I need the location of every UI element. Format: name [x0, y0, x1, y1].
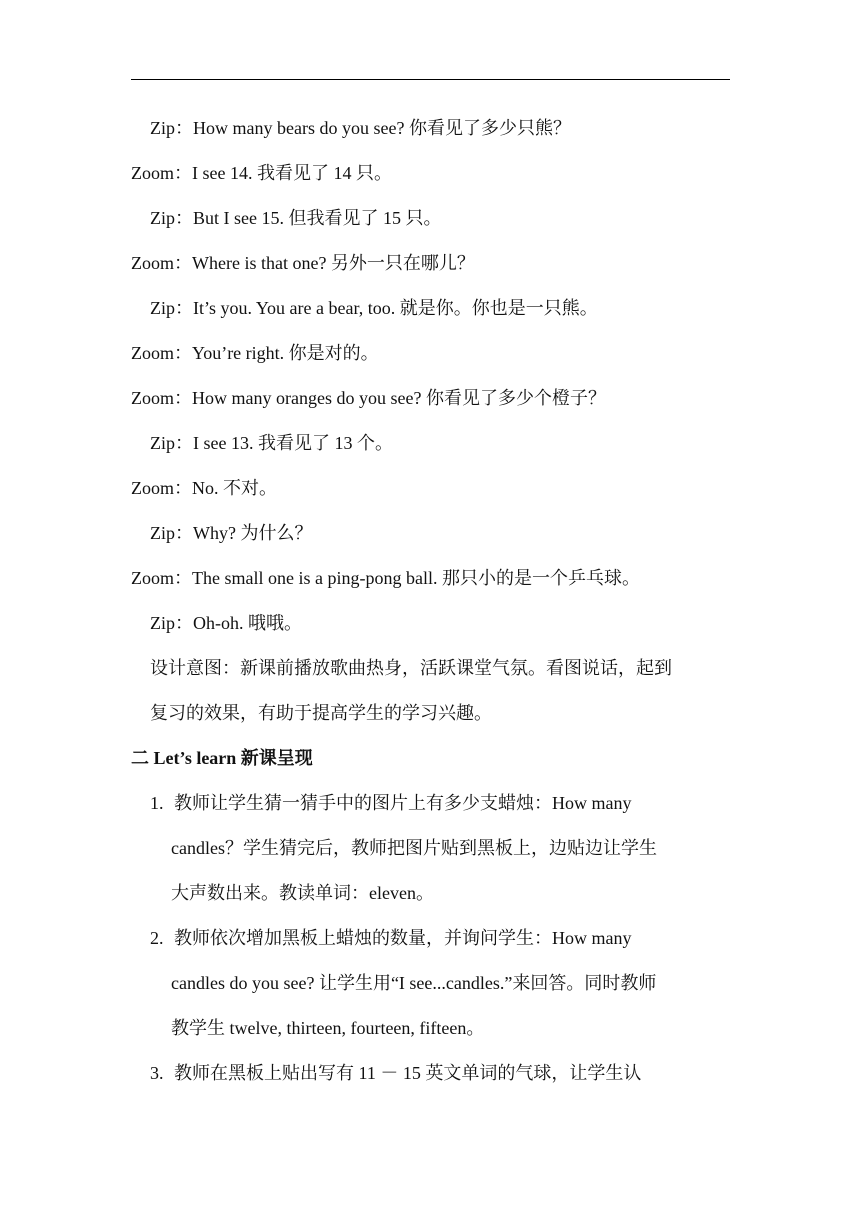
speaker-label: Zoom： — [131, 163, 192, 183]
design-intent-line: 设计意图：新课前播放歌曲热身，活跃课堂气氛。看图说话，起到 — [150, 658, 672, 678]
dialogue-text: No. 不对。 — [192, 478, 277, 498]
dialogue-text: The small one is a ping-pong ball. 那只小的是一个乒乓球。 — [192, 568, 640, 588]
dialogue-line — [150, 206, 441, 230]
speaker-label: Zoom： — [131, 568, 192, 588]
speaker-label: Zip： — [150, 613, 193, 633]
dialogue-line — [131, 161, 392, 185]
dialogue-text: But I see 15. 但我看见了 15 只。 — [193, 208, 442, 228]
speaker-label: Zoom： — [131, 253, 192, 273]
dialogue-text: I see 13. 我看见了 13 个。 — [193, 433, 393, 453]
step-line: candles？学生猜完后，教师把图片贴到黑板上，边贴边让学生 — [171, 838, 657, 858]
step-text: 教师依次增加黑板上蜡烛的数量，并询问学生：How many — [174, 928, 632, 948]
step-line: candles do you see? 让学生用“I see...candles.”来回答。同时教师 — [171, 973, 657, 993]
dialogue-line — [150, 611, 302, 635]
section-heading: 二 Let’s learn 新课呈现 — [131, 748, 313, 768]
dialogue-line — [150, 431, 393, 455]
dialogue-line — [131, 251, 475, 275]
step-text: 教师让学生猜一猜手中的图片上有多少支蜡烛：How many — [174, 793, 632, 813]
step-number: 3. — [150, 1063, 164, 1083]
speaker-label: Zoom： — [131, 343, 192, 363]
speaker-label: Zoom： — [131, 478, 192, 498]
step-line: 教学生 twelve, thirteen, fourteen, fifteen。 — [171, 1018, 485, 1038]
dialogue-line — [131, 476, 277, 500]
dialogue-text: Where is that one? 另外一只在哪儿？ — [192, 253, 475, 273]
dialogue-line — [150, 521, 312, 545]
dialogue-line — [131, 566, 640, 590]
dialogue-text: Why? 为什么？ — [193, 523, 313, 543]
step-number: 2. — [150, 928, 164, 948]
dialogue-line — [150, 116, 571, 140]
dialogue-line — [131, 386, 606, 410]
dialogue-text: How many bears do you see? 你看见了多少只熊？ — [193, 118, 571, 138]
speaker-label: Zip： — [150, 433, 193, 453]
speaker-label: Zoom： — [131, 388, 192, 408]
header-rule — [131, 79, 730, 80]
step-line — [150, 926, 632, 950]
design-intent-line: 复习的效果，有助于提高学生的学习兴趣。 — [150, 703, 492, 723]
dialogue-line — [150, 296, 598, 320]
speaker-label: Zip： — [150, 523, 193, 543]
speaker-label: Zip： — [150, 208, 193, 228]
step-line — [150, 791, 632, 815]
dialogue-text: You’re right. 你是对的。 — [192, 343, 379, 363]
step-line: 大声数出来。教读单词：eleven。 — [171, 883, 434, 903]
step-line — [150, 1061, 641, 1085]
dialogue-text: I see 14. 我看见了 14 只。 — [192, 163, 392, 183]
step-text: 教师在黑板上贴出写有 11 － 15 英文单词的气球，让学生认 — [174, 1063, 642, 1083]
speaker-label: Zip： — [150, 298, 193, 318]
step-number: 1. — [150, 793, 164, 813]
dialogue-text: It’s you. You are a bear, too. 就是你。你也是一只熊。 — [193, 298, 598, 318]
speaker-label: Zip： — [150, 118, 193, 138]
dialogue-line — [131, 341, 379, 365]
dialogue-text: How many oranges do you see? 你看见了多少个橙子？ — [192, 388, 606, 408]
dialogue-text: Oh-oh. 哦哦。 — [193, 613, 302, 633]
